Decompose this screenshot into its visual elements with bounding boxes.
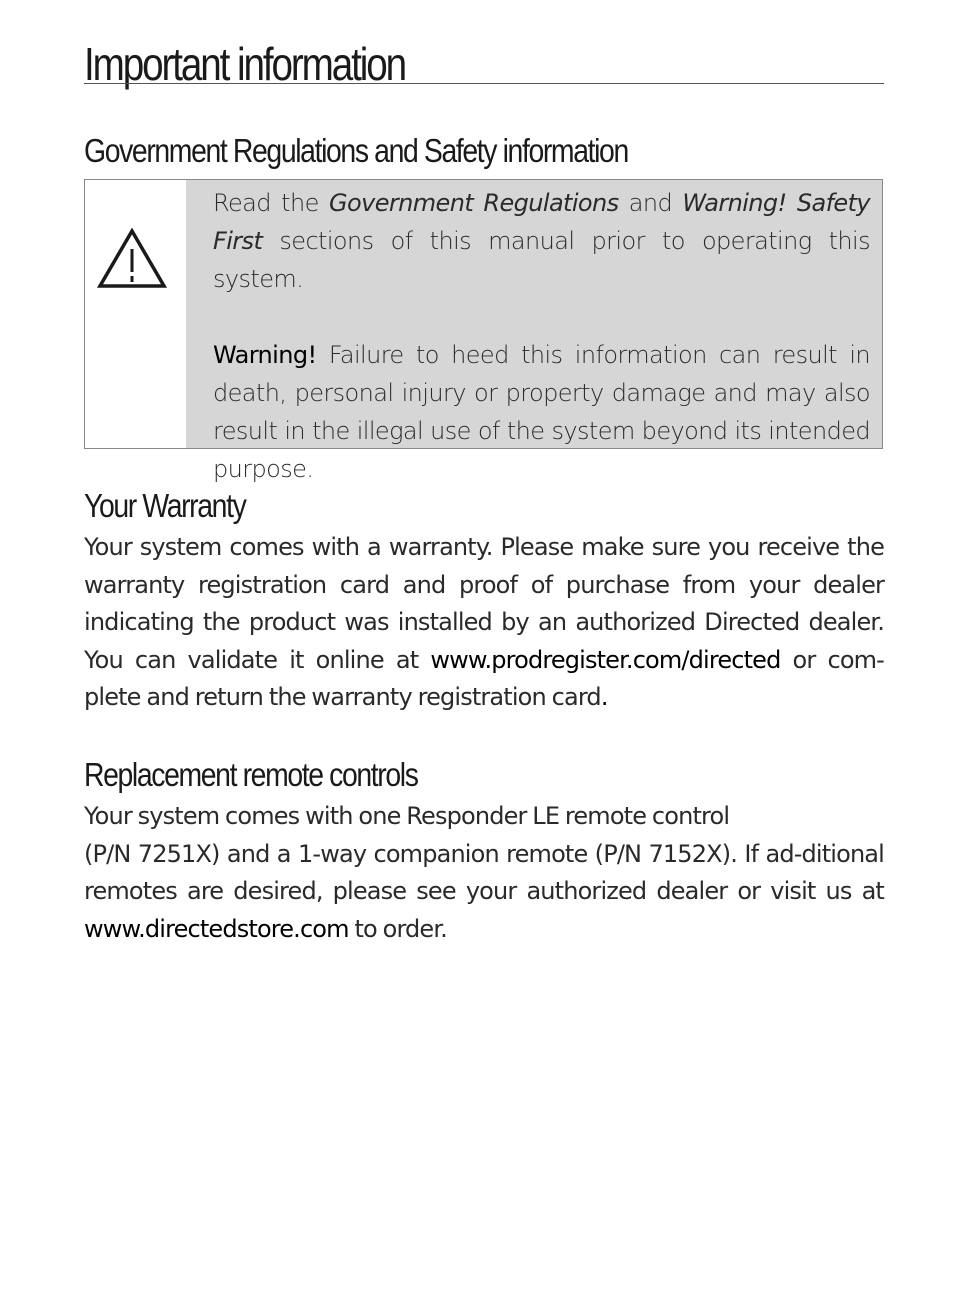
government-regulations-ref: Government Regulations xyxy=(329,189,619,217)
warranty-heading: Your Warranty xyxy=(84,487,246,524)
notice-rest-text: sections of this manual prior to operating this system. xyxy=(213,227,870,293)
notice-and-text: and xyxy=(618,189,683,217)
warning-triangle-icon xyxy=(97,228,167,290)
directedstore-link[interactable]: www.directedstore.com xyxy=(84,914,349,943)
safety-notice-box xyxy=(84,179,883,483)
warranty-text-continued: or com-plete and return the warranty registration card xyxy=(84,645,884,711)
warning-label: Warning! xyxy=(213,341,317,369)
replacement-heading: Replacement remote controls xyxy=(84,756,418,793)
replacement-text: (P/N 7251X) and a 1-way companion remote (P/N 7152X). If ad-ditional remotes are desired, please see your authorized dealer or visit us at xyxy=(84,839,884,905)
prodregister-link[interactable]: www.prodregister.com/directed xyxy=(430,645,781,674)
warning-text: Failure to heed this information can result in death, personal injury or property damage and may also result in the illegal use of the system beyond its intended purpose. xyxy=(213,341,870,483)
warranty-paragraph xyxy=(84,529,884,717)
page-title: Important information xyxy=(84,38,406,90)
warning-safety-first-ref: Warning! Safety First xyxy=(213,189,870,255)
replacement-line-1: Your system comes with one Responder LE remote control xyxy=(84,802,730,830)
notice-text xyxy=(186,180,882,483)
replacement-text-end: to order. xyxy=(348,914,447,943)
warranty-text: Your system comes with a warranty. Please make sure you receive the warranty registration card and proof of purchase from your dealer indicating the product was installed by an authorized Directed dealer. You can validate it online at xyxy=(84,533,884,674)
notice-icon-cell xyxy=(85,180,186,448)
title-rule xyxy=(84,83,884,84)
notice-paragraph-read xyxy=(213,184,870,298)
government-heading: Government Regulations and Safety information xyxy=(84,132,628,169)
notice-paragraph-warning xyxy=(213,336,870,488)
replacement-paragraph xyxy=(84,798,884,948)
notice-read-text: Read the xyxy=(213,189,330,217)
warranty-period: . xyxy=(600,683,608,711)
